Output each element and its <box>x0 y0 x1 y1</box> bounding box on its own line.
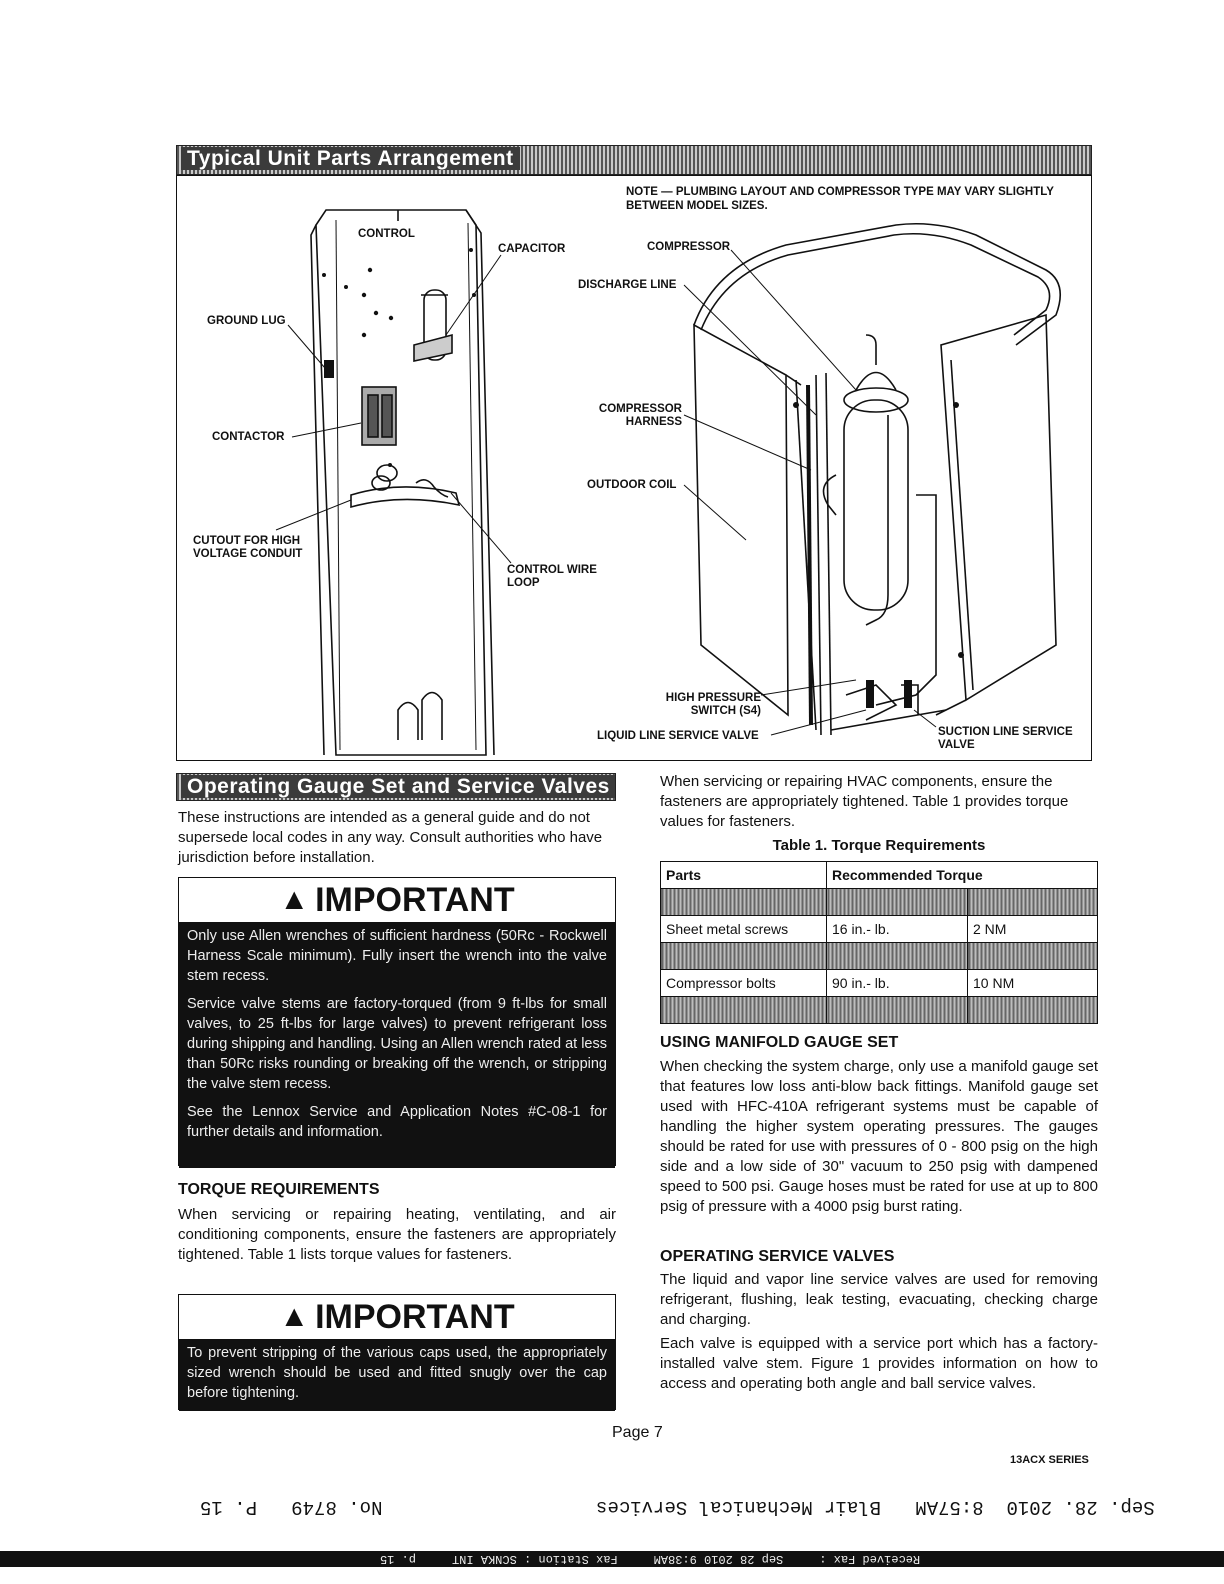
section-header-gauge-set <box>176 773 616 801</box>
section-title: Typical Unit Parts Arrangement <box>181 147 520 170</box>
heading-torque-requirements: TORQUE REQUIREMENTS <box>178 1181 380 1198</box>
cell-english: 90 in.- lb. <box>827 970 968 997</box>
cell-english: 16 in.- lb. <box>827 916 968 943</box>
label-capacitor: CAPACITOR <box>498 243 566 255</box>
fax-bottom-text: Received Fax : Sep 28 2010 9:38AM Fax Station : SCNKA INT p. 15 <box>380 1552 921 1566</box>
manifold-paragraph: When checking the system charge, only use a manifold gauge set that features low loss anti-blow back fittings. Manifold gauge set used with HFC-410A refrigerant systems must be capable of handling the higher system operating pressures. The gauges should be rated for use with pressures of 0 - 800 psig on the high side and a low side of 30" vacuum to 250 psig with dampened speed to 500 psi. Gauge hoses must be rated for use at up to 800 psig of pressure with a 4000 psig burst rating. <box>660 1058 1098 1215</box>
cell-metric <box>968 997 1098 1024</box>
important-title: IMPORTANT <box>315 1298 515 1336</box>
label-compressor-harness: COMPRESSOR HARNESS <box>598 403 682 428</box>
important-title: IMPORTANT <box>315 881 515 919</box>
fax-header-right: Sep. 28. 2010 8:57AM Blair Mechanical Services <box>596 1496 1155 1518</box>
label-high-pressure-switch: HIGH PRESSURE SWITCH (S4) <box>665 692 761 717</box>
heading-manifold-gauge: USING MANIFOLD GAUGE SET <box>660 1034 899 1051</box>
label-compressor: COMPRESSOR <box>647 241 731 253</box>
torque-paragraph: When servicing or repairing heating, ventilating, and air conditioning components, ensure the fasteners are appropriately tightened. Table 1 lists torque values for fasteners. <box>178 1206 616 1263</box>
label-control: CONTROL <box>358 228 415 240</box>
label-liquid-line-valve: LIQUID LINE SERVICE VALVE <box>597 730 759 742</box>
cell-part <box>661 943 827 970</box>
warning-icon: ▲ <box>279 883 310 916</box>
important-body <box>179 922 615 1168</box>
panel-holes <box>322 248 476 467</box>
table-row <box>661 943 1098 970</box>
important-paragraph: See the Lennox Service and Application Notes #C-08-1 for further details and information. <box>187 1104 607 1140</box>
important-heading <box>179 1295 615 1339</box>
control-panel <box>311 210 494 755</box>
table-caption: Table 1. Torque Requirements <box>772 837 986 854</box>
heading-service-valves: OPERATING SERVICE VALVES <box>660 1248 895 1265</box>
section-header-parts-arrangement <box>176 145 1092 175</box>
table-row <box>661 889 1098 916</box>
cell-part <box>661 997 827 1024</box>
cell-english <box>827 943 968 970</box>
important-box-2 <box>178 1294 616 1410</box>
table-row <box>661 916 1098 943</box>
table-row <box>661 997 1098 1024</box>
label-control-wire-loop: CONTROL WIRE LOOP <box>507 564 597 589</box>
page-number: Page 7 <box>612 1424 663 1441</box>
service-valves-paragraph-2: Each valve is equipped with a service port which has a factory-installed valve stem. Figure 1 provides information on how to access and operating both angle and ball service valves. <box>660 1335 1098 1392</box>
warning-icon: ▲ <box>279 1300 310 1333</box>
fax-bottom-strip <box>0 1551 1224 1567</box>
important-paragraph: Only use Allen wrenches of sufficient hardness (50Rc - Rockwell Harness Scale minimum). Fully insert the wrench into the valve stem recess. <box>187 928 607 984</box>
cell-english <box>827 889 968 916</box>
series-label: 13ACX SERIES <box>1010 1454 1089 1466</box>
cell-metric <box>968 943 1098 970</box>
table-row <box>661 970 1098 997</box>
label-suction-line-valve: SUCTION LINE SERVICE VALVE <box>938 726 1073 751</box>
right-intro-paragraph: When servicing or repairing HVAC components, ensure the fasteners are appropriately tightened. Table 1 provides torque values for fasteners. <box>660 773 1069 830</box>
service-valves-paragraph-1: The liquid and vapor line service valves are used for removing refrigerant, flushing, leak testing, evacuating, checking charge and charging. <box>660 1271 1098 1328</box>
cell-part <box>661 889 827 916</box>
figure-note: NOTE — PLUMBING LAYOUT AND COMPRESSOR TYPE MAY VARY SLIGHTLY BETWEEN MODEL SIZES. <box>626 186 1054 212</box>
important-box-1 <box>178 877 616 1166</box>
important-paragraph: To prevent stripping of the various caps used, the appropriately sized wrench should be used and fitted snugly over the cap before tightening. <box>187 1345 607 1401</box>
cell-english <box>827 997 968 1024</box>
cell-part: Sheet metal screws <box>661 916 827 943</box>
cell-metric <box>968 889 1098 916</box>
header-torque: Recommended Torque <box>827 862 1098 889</box>
label-ground-lug: GROUND LUG <box>207 315 286 327</box>
important-paragraph: Service valve stems are factory-torqued (from 9 ft-lbs for small valves, to 25 ft-lbs for large valves) to prevent refrigerant loss during shipping and handling. Using an Allen wrench rated at less than 50Rc risks rounding or breaking off the wrench, or stripping the valve stem recess. <box>187 996 607 1092</box>
section-title: Operating Gauge Set and Service Valves <box>181 775 616 798</box>
cell-metric: 2 NM <box>968 916 1098 943</box>
leader-lines <box>276 250 936 735</box>
unit-parts-illustration <box>176 175 1092 761</box>
table-header-row <box>661 862 1098 889</box>
cell-metric: 10 NM <box>968 970 1098 997</box>
label-discharge-line: DISCHARGE LINE <box>578 279 677 291</box>
important-heading <box>179 878 615 922</box>
fax-header-left: No. 8749 P. 15 <box>200 1496 383 1518</box>
outdoor-unit-cabinet <box>694 224 1060 735</box>
important-body <box>179 1339 615 1411</box>
header-parts: Parts <box>661 862 827 889</box>
cell-part: Compressor bolts <box>661 970 827 997</box>
label-cutout: CUTOUT FOR HIGH VOLTAGE CONDUIT <box>193 535 303 560</box>
label-outdoor-coil: OUTDOOR COIL <box>587 479 677 491</box>
intro-paragraph: These instructions are intended as a general guide and do not supersede local codes in any way. Consult authorities who have jurisdiction before installation. <box>178 809 603 866</box>
torque-table <box>660 861 1098 1024</box>
label-contactor: CONTACTOR <box>212 431 285 443</box>
